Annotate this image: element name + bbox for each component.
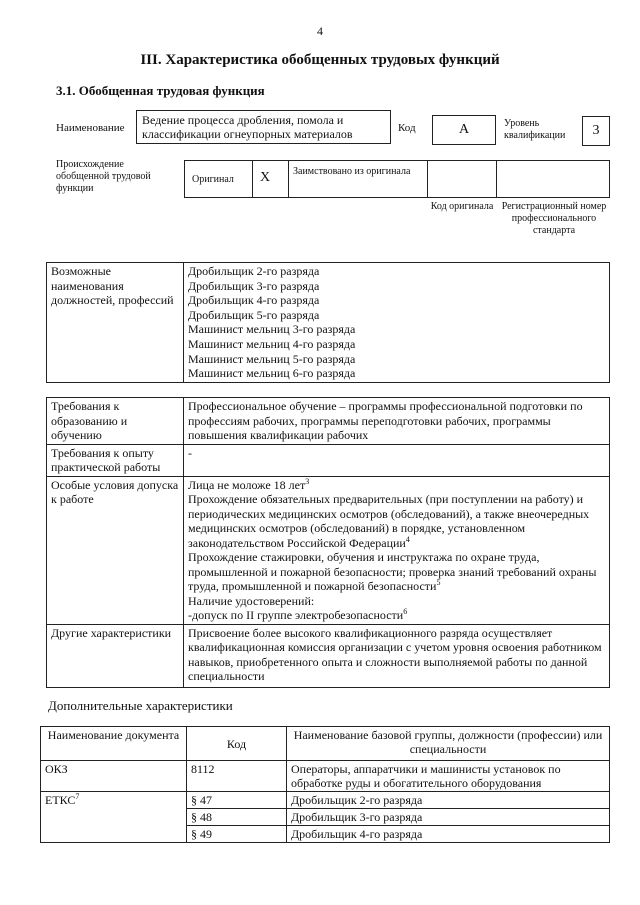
col-doc-header: Наименование документа [41, 727, 187, 761]
experience-value: - [184, 444, 610, 476]
table-row [41, 792, 610, 809]
other-value: Присвоение более высокого квалификационного разряда осуществляет квалификационная комиссия организации с учетом уровня освоения работником навыков, приобретенного опыта и сложности выполняемой работы по данной специальности [184, 624, 610, 687]
etks-name: Дробильщик 4-го разряда [287, 826, 610, 843]
okz-name: Операторы, аппаратчики и машинисты установок по обработке руды и обогатительного оборудования [287, 761, 610, 792]
footnote-mark: 7 [75, 792, 80, 801]
divider [252, 160, 253, 198]
divider [288, 160, 289, 198]
col-name-header: Наименование базовой группы, должности (профессии) или специальности [287, 727, 610, 761]
list-item: Дробильщик 5-го разряда [188, 307, 320, 322]
page-number: 4 [317, 24, 323, 38]
additional-title: Дополнительные характеристики [48, 698, 233, 713]
code-label: Код [398, 122, 416, 134]
divider [427, 160, 428, 198]
requirements-table [46, 397, 610, 688]
footnote-mark: 3 [305, 476, 310, 486]
positions-table [46, 262, 610, 383]
special-text: Наличие удостоверений: [188, 593, 315, 608]
list-item: Дробильщик 2-го разряда [188, 264, 320, 278]
footnote-mark: 6 [403, 607, 408, 616]
additional-table [40, 726, 610, 843]
education-label: Требования к образованию и обучению [47, 398, 184, 445]
experience-label: Требования к опыту практической работы [47, 444, 184, 476]
level-label: Уровень квалификации [504, 118, 566, 141]
origin-label: Происхождение обобщенной трудовой функции [56, 159, 151, 194]
table-row [41, 761, 610, 792]
etks-label: ЕТКС [45, 793, 76, 807]
positions-label: Возможные наименования должностей, профессий [47, 263, 184, 383]
footnote-mark: 5 [436, 578, 441, 587]
original-label: Оригинал [192, 174, 234, 185]
code-original-caption: Код оригинала [430, 201, 494, 212]
etks-code: § 49 [187, 826, 287, 843]
special-text: Лица не моложе 18 лет [188, 477, 306, 492]
divider [496, 160, 497, 198]
col-code-header: Код [187, 727, 287, 761]
code-value: А [432, 115, 496, 145]
level-value: 3 [582, 116, 610, 146]
reg-number-caption: Регистрационный номер профессионального стандарта [501, 201, 607, 236]
list-item: Машинист мельниц 6-го разряда [188, 366, 356, 381]
list-item: Дробильщик 4-го разряда [188, 293, 320, 308]
original-mark: X [260, 170, 271, 185]
education-value: Профессиональное обучение – программы профессиональной подготовки по профессиям рабочих, программы переподготовки рабочих, программы повышения квалификации рабочих [184, 398, 610, 445]
okz-doc: ОКЗ [41, 761, 187, 792]
etks-code: § 48 [187, 809, 287, 826]
special-text: Прохождение стажировки, обучения и инструктажа по охране труда, промышленной и пожарной безопасности; проверка знаний требований охраны труда, промышленной и пожарной безопасности [188, 550, 597, 593]
etks-name: Дробильщик 2-го разряда [287, 792, 610, 809]
special-text: -допуск по II группе электробезопасности [188, 608, 404, 622]
etks-code: § 47 [187, 792, 287, 809]
name-label: Наименование [56, 122, 125, 134]
list-item: Машинист мельниц 3-го разряда [188, 322, 356, 337]
footnote-mark: 4 [405, 534, 410, 544]
list-item: Машинист мельниц 4-го разряда [188, 336, 356, 351]
positions-list [184, 263, 610, 383]
special-text: Прохождение обязательных предварительных (при поступлении на работу) и периодических медицинских осмотров (обследований), а также внеочередных медицинских осмотров (обследований) в порядке, установленном законодательством Российской Федерации [188, 492, 590, 550]
special-label: Особые условия допуска к работе [47, 476, 184, 624]
okz-code: 8112 [187, 761, 287, 792]
subsection-title: 3.1. Обобщенная трудовая функция [56, 83, 265, 98]
section-title: III. Характеристика обобщенных трудовых функций [140, 52, 500, 68]
name-value: Ведение процесса дробления, помола и классификации огнеупорных материалов [136, 110, 391, 144]
other-label: Другие характеристики [47, 624, 184, 687]
borrowed-label: Заимствовано из оригинала [293, 166, 411, 177]
etks-doc [41, 792, 187, 843]
etks-name: Дробильщик 3-го разряда [287, 809, 610, 826]
list-item: Машинист мельниц 5-го разряда [188, 351, 356, 366]
list-item: Дробильщик 3-го разряда [188, 278, 320, 293]
special-conditions [184, 476, 610, 624]
